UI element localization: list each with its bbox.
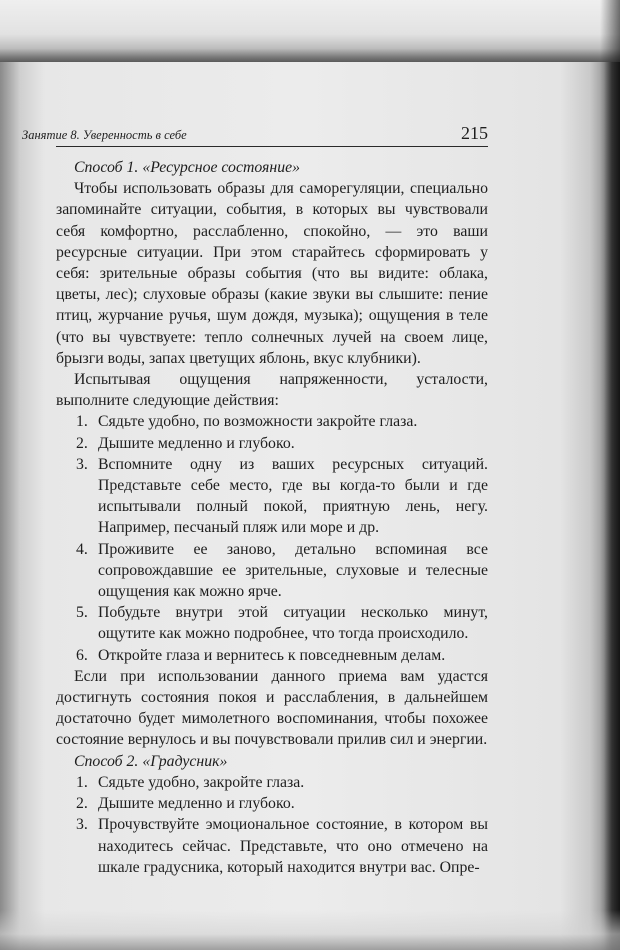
- method1-steps: [56, 411, 488, 665]
- step-number: 1.: [76, 413, 88, 431]
- list-item: [56, 454, 488, 539]
- page-bottom-shadow: [0, 910, 620, 950]
- list-item: [56, 645, 488, 666]
- step-text: Дышите медленно и глубоко.: [98, 434, 295, 452]
- method1-intro: Чтобы использовать образы для саморегуляции, специально запоминайте ситуации, события, в которых вы чувствовали себя комфортно, расслабленно, спокойно, — это ваши ресурсные ситуации. При этом старайтесь сформировать у себя: зрительные образы события (что вы видите: облака, цветы, лес); слуховые образы (какие звуки вы слышите: пение птиц, журчание ручья, шум дождя, музыка); ощущения в теле (что вы чувствуете: тепло солнечных лучей на своем лице, брызги воды, запах цветущих яблонь, вкус клубники).: [56, 180, 488, 367]
- step-number: 2.: [76, 795, 88, 813]
- list-item: [56, 814, 488, 878]
- list-item: [56, 602, 488, 644]
- step-text: Сядьте удобно, по возможности закройте глаза.: [98, 413, 418, 431]
- step-number: 4.: [76, 540, 88, 558]
- list-item: [56, 539, 488, 603]
- method1-conclusion: Если при использовании данного приема вам удастся достигнуть состояния покоя и расслабления, в дальнейшем достаточно будет мимолетного воспоминания, чтобы похожее состояние вернулось и вы почувствовали прилив сил и энергии.: [56, 667, 488, 749]
- step-number: 3.: [76, 816, 88, 834]
- list-item: [56, 772, 488, 793]
- method2-heading: Способ 2. «Градусник»: [74, 752, 228, 770]
- step-number: 5.: [76, 604, 88, 622]
- step-number: 1.: [76, 773, 88, 791]
- method1-heading: Способ 1. «Ресурсное состояние»: [74, 159, 301, 176]
- body-text: [56, 157, 488, 878]
- step-text: Побудьте внутри этой ситуации несколько минут, ощутите как можно подробнее, что тогда происходило.: [98, 604, 488, 643]
- list-item: [56, 793, 488, 814]
- running-title: Занятие 8. Уверенность в себе: [22, 128, 187, 142]
- step-text: Сядьте удобно, закройте глаза.: [98, 773, 305, 791]
- step-text: Дышите медленно и глубоко.: [98, 795, 295, 813]
- page-number: 215: [461, 123, 488, 143]
- page-edge-shadow: [600, 0, 620, 950]
- step-number: 2.: [76, 434, 88, 452]
- step-text: Вспомните одну из ваших ресурсных ситуаций. Представьте себе место, где вы когда-то были и где испытывали полный покой, приятную лень, негу. Например, песчаный пляж или море и др.: [98, 455, 488, 537]
- step-number: 3.: [76, 455, 88, 473]
- step-text: Откройте глаза и вернитесь к повседневным делам.: [98, 646, 446, 664]
- page-content: [22, 122, 488, 878]
- list-item: [56, 411, 488, 432]
- method1-lead: Испытывая ощущения напряженности, усталости, выполните следующие действия:: [56, 371, 488, 410]
- running-header: [22, 122, 488, 147]
- page-top-shadow: [0, 0, 620, 62]
- method2-steps: [56, 772, 488, 878]
- step-text: Прочувствуйте эмоциональное состояние, в котором вы находитесь сейчас. Представьте, что оно отмечено на шкале градусника, который находится внутри вас. Опре-: [98, 816, 488, 876]
- step-text: Проживите ее заново, детально вспоминая все сопровождавшие ее зрительные, слуховые и телесные ощущения как можно ярче.: [98, 540, 488, 601]
- list-item: [56, 433, 488, 454]
- step-number: 6.: [76, 646, 88, 664]
